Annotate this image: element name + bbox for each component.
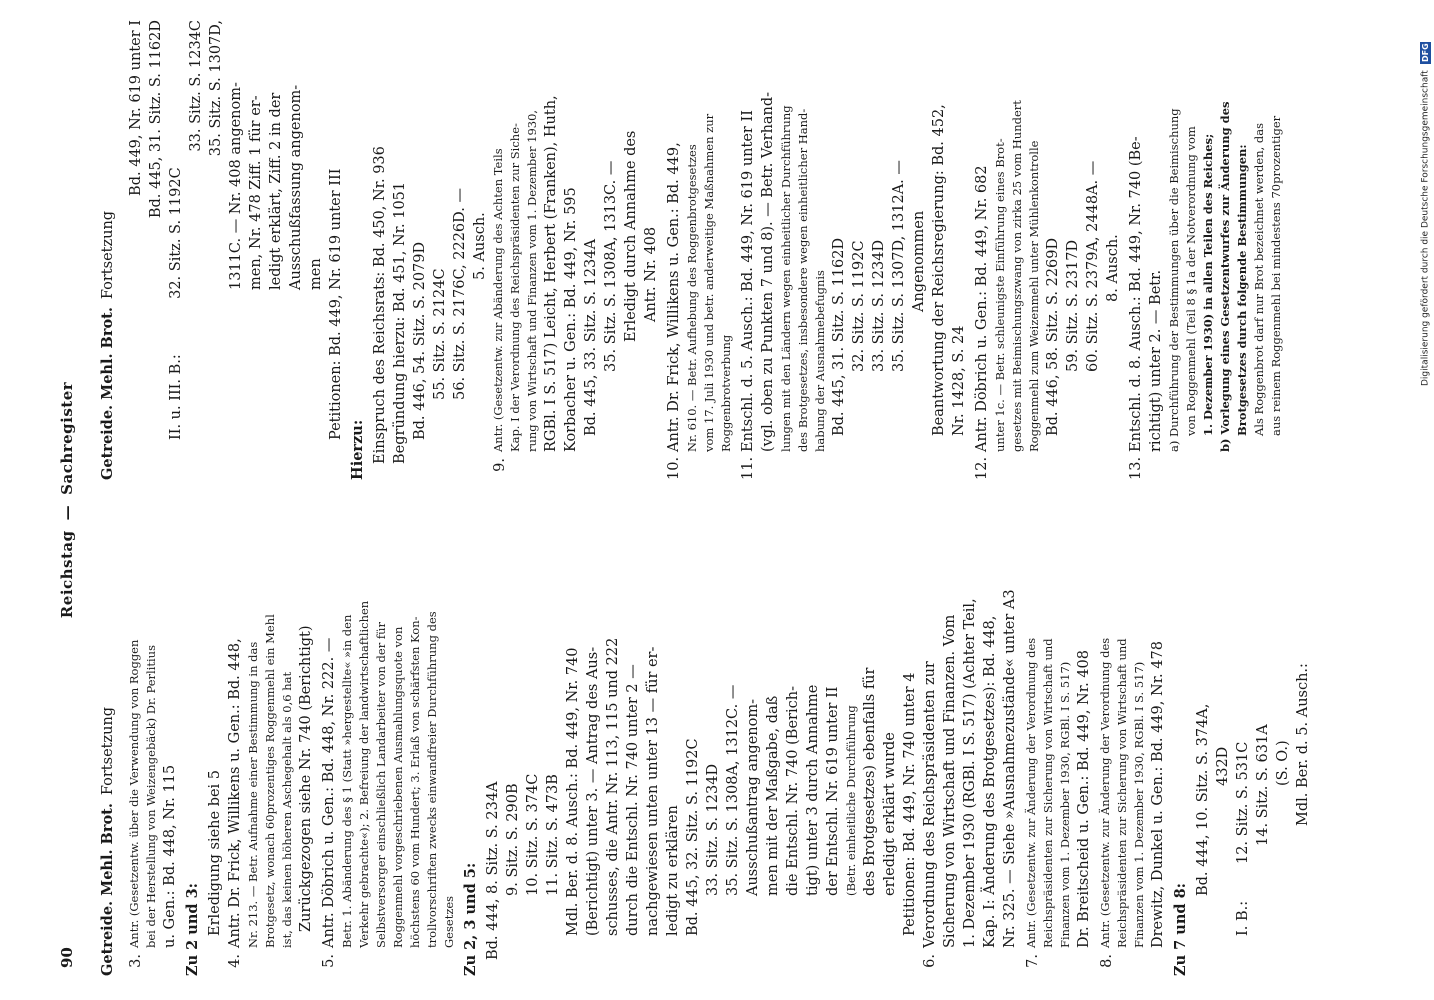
running-head-right: Sachregister xyxy=(58,381,76,495)
entry-3: 3. Antr. (Gesetzentw. über die Verwendung von Roggen bei der Herstellung von Weizengebäck) Dr. Perlitius u. Gen.: Bd. 448, Nr. 115 xyxy=(127,639,178,968)
running-head-left: Reichstag xyxy=(58,530,76,619)
entry-5: 5. Antr. Döbrich u. Gen.: Bd. 448, Nr. 222. — Betr. 1. Abänderung des § 1 (Statt »hergestellte« »in den Verkehr gebrachte«); 2. Befreiung der landwirtschaftlichen Selbstversorger einschließlich Landarbeiter von der für Roggenmehl vorgeschriebenen Ausmahlungsquote von höchstens 60 vom Hundert; 3. Erlaß von schärfsten Kon- trollvorschriften zwecks einwandfreier Durchführung des Gesetzes xyxy=(321,600,456,968)
entry-9: 9. Antr. (Gesetzentw. zur Abänderung des Achten Teils Kap. I der Verordnung des Reichspräsidenten zur Siche- rung von Wirtschaft und Finanzen vom 1. Dezember 1930, RGBl. I S. 517) Leicht, Herbert (Franken), Huth, Korbacher u. Gen.: Bd. 449, Nr. 595 Bd. 445, 33. Sitz. S. 1234A 35. Sitz. S. 1308A, 1313C. — Erledigt durch Annahme des Antr. Nr. 408 xyxy=(491,95,659,472)
group-zu-7-8: Zu 7 und 8: Bd. 444, 10. Sitz. S. 374A, 432D I. B.: 12. Sitz. S. 531C 14. Sitz. S. 631A (S. O.) Mdl. Ber. d. 5. Ausch.: xyxy=(1172,663,1311,976)
entry-7: 7. Antr. (Gesetzentw. zur Änderung der Verordnung des Reichspräsidenten zur Sicherung von Wirtschaft und Finanzen vom 1. Dezember 1930, RGBl. I S. 517) Dr. Breitscheid u. Gen.: Bd. 449, Nr. 408 xyxy=(1024,637,1092,968)
group-hierzu: Hierzu: Einspruch des Reichsrats: Bd. 450, Nr. 936 Begründung hierzu: Bd. 451, Nr. 1051 Bd. 446, 54. Sitz. S. 2079D 55. Sitz. S. 2124C 56. Sitz. S. 2176C, 2226D. — 5. Ausch. xyxy=(349,146,488,480)
running-head: Reichstag—Sachregister xyxy=(58,381,76,619)
right-column xyxy=(98,20,1288,480)
group-zu-2-3-5: Zu 2, 3 und 5: Bd. 444, 8. Sitz. S. 234A 9. Sitz. S. 290B 10. Sitz. S. 374C 11. Sitz. S. 473B Mdl. Ber. d. 8. Ausch.: Bd. 449, Nr. 740 (Berichtigt) unter 3. — Antrag des Aus- schusses, die Antr. Nr. 113, 115 und 222 durch die Entschl. Nr. 740 unter 2 — nachgewiesen unten unter 13 — für er- ledigt zu erklären Bd. 445, 32. Sitz. S. 1192C 33. Sitz. S. 1234D 35. Sitz. S. 1308A, 1312C. — Ausschußantrag angenom- men mit der Maßgabe, daß die Entschl. Nr. 740 (Berich- tigt) unter 3 durch Annahme der Entschl. Nr. 619 unter II (Betr. einheitliche Durchführung des Brotgesetzes) ebenfalls für erledigt erklärt wurde Petitionen: Bd. 449, Nr. 740 unter 4 xyxy=(462,637,918,976)
column-heading: Getreide. Mehl. Brot.Fortsetzung xyxy=(99,210,116,480)
entry-6: 6. Verordnung des Reichspräsidenten zur Sicherung von Wirtschaft und Finanzen. Vom 1. Dezember 1930 (RGBl. I S. 517) (Achter Teil, Kap. I: Änderung des Brotgesetzes): Bd. 448, Nr. 325. — Siehe »Ausnahmezustände« unter A3 xyxy=(922,589,1018,968)
entry-4: 4. Antr. Dr. Frick, Willikens u. Gen.: Bd. 448, Nr. 213. — Betr. Aufnahme einer Bestimmung in das Brotgesetz, wonach 60prozentiges Roggenmehl ein Mehl ist, das keinen höheren Aschegehalt als 0,6 hat Zurückgezogen siehe Nr. 740 (Berichtigt) xyxy=(227,614,314,968)
dfg-logo: DFG xyxy=(1421,43,1430,63)
dfg-note-text: Digitalisierung gefördert durch die Deutsche Forschungsgemeinschaft xyxy=(1420,70,1431,386)
digitization-note xyxy=(1420,6,1431,386)
left-column xyxy=(98,516,1313,976)
group-zu-2-3: Zu 2 und 3: Erledigung siehe bei 5 xyxy=(184,769,223,976)
entry-10: 10. Antr. Dr. Frick, Willikens u. Gen.: Bd. 449, Nr. 610. — Betr. Aufhebung des Roggenbrotgesetzes vom 17. Juli 1930 und betr. anderweitige Maßnahmen zur Roggenbrotverbung xyxy=(666,113,733,480)
page-number: 90 xyxy=(58,947,76,968)
column-heading: Getreide. Mehl. Brot.Fortsetzung xyxy=(99,706,116,976)
entry-12: 12. Antr. Döbrich u. Gen.: Bd. 449, Nr. 682 unter 1c. — Betr. schleunigste Einführung eines Brot- gesetzes mit Beimischungszwang von zirka 25 vom Hundert Roggenmehl zum Weizenmehl unter Mühlenkontrolle Bd. 446, 58. Sitz. S. 2269D 59. Sitz. S. 2317D 60. Sitz. S. 2379A, 2448A. — 8. Ausch. xyxy=(974,100,1121,480)
entry-13: 13. Entschl. d. 8. Ausch.: Bd. 449, Nr. 740 (Be- richtigt) unter 2. — Betr. a) Durchführung der Bestimmungen über die Beimischung von Roggenmehl (Teil 8 § 1a der Notverordnung vom 1. Dezember 1930) in allen Teilen des Reiches; b) Vorlegung eines Gesetzentwurfes zur Änderung des Brotgesetzes durch folgende Bestimmungen: Als Roggenbrot darf nur Brot bezeichnet werden, das aus reinem Roggenmehl bei mindestens 70prozentiger xyxy=(1128,101,1283,480)
continuation-block: Bd. 449, Nr. 619 unter I Bd. 445, 31. Sitz. S. 1162D II. u. III. B.: 32. Sitz. S. 1192C 33. Sitz. S. 1234C 35. Sitz. S. 1307D, 1311C. — Nr. 408 angenom- men, Nr. 478 Ziff. 1 für er- ledigt erklärt, Ziff. 2 in der Ausschußfassung angenom- men Petitionen: Bd. 449, Nr. 619 unter III xyxy=(128,20,344,440)
entry-11: 11. Entschl. d. 5. Ausch.: Bd. 449, Nr. 619 unter II (vgl. oben zu Punkten 7 und 8). — Betr. Verhand- lungen mit den Ländern wegen einheitlicher Durchführung des Brotgesetzes, insbesondere wegen einheitlicher Hand- habung der Ausnahmebefugnis Bd. 445, 31. Sitz. S. 1162D 32. Sitz. S. 1192C 33. Sitz. S. 1234D 35. Sitz. S. 1307D, 1312A. — Angenommen Beantwortung der Reichsregierung: Bd. 452, Nr. 1428, S. 24 xyxy=(740,91,967,480)
entry-8: 8. Antr. (Gesetzentw. zur Änderung der Verordnung des Reichspräsidenten zur Sicherung von Wirtschaft und Finanzen vom 1. Dezember 1930, RGBl. I S. 517) Drewitz, Dunkel u. Gen.: Bd. 449, Nr. 478 xyxy=(1098,637,1166,968)
